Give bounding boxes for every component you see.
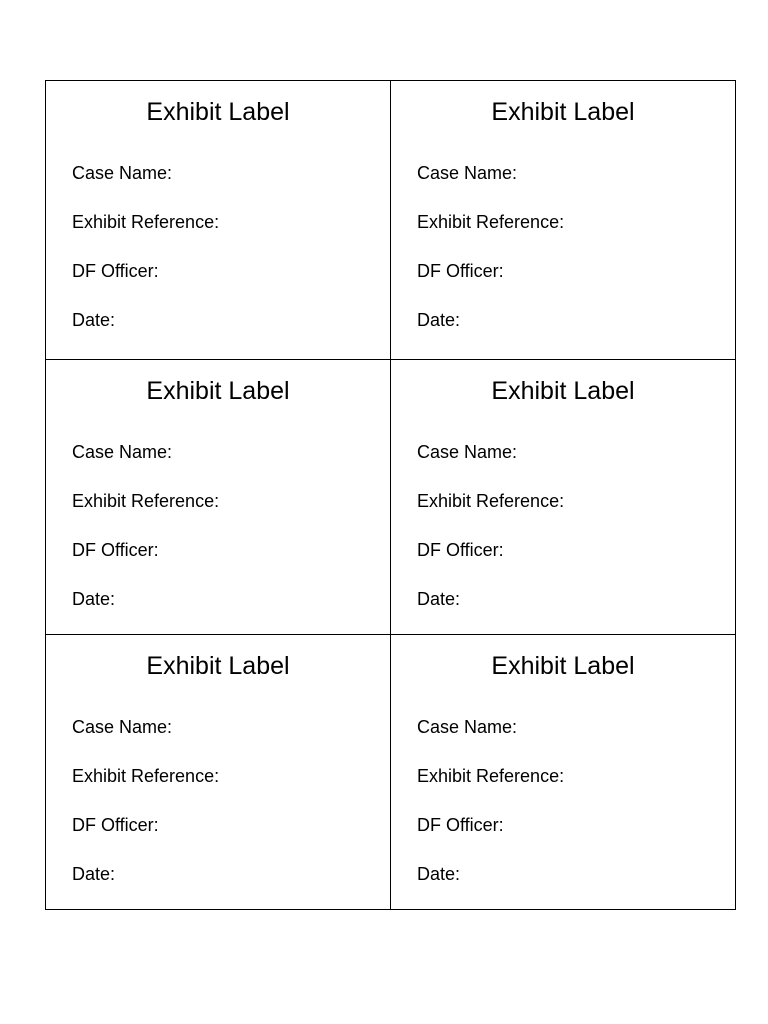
exhibit-reference-field: Exhibit Reference: — [417, 491, 565, 511]
exhibit-label-card — [391, 360, 736, 635]
exhibit-label-sheet — [45, 80, 736, 910]
date-field: Date: — [72, 589, 116, 609]
df-officer-field: DF Officer: — [72, 261, 159, 281]
case-name-field: Case Name: — [72, 163, 173, 183]
exhibit-reference-field: Exhibit Reference: — [72, 766, 220, 786]
exhibit-reference-field: Exhibit Reference: — [417, 766, 565, 786]
case-name-field: Case Name: — [417, 442, 518, 462]
case-name-field: Case Name: — [72, 442, 173, 462]
label-content — [46, 81, 390, 359]
label-row — [46, 81, 736, 360]
label-title: Exhibit Label — [491, 98, 635, 126]
exhibit-label-card — [391, 81, 736, 360]
date-field: Date: — [417, 589, 461, 609]
df-officer-field: DF Officer: — [417, 815, 504, 835]
exhibit-reference-field: Exhibit Reference: — [72, 491, 220, 511]
label-title: Exhibit Label — [491, 377, 635, 405]
label-title: Exhibit Label — [491, 652, 635, 680]
exhibit-label-card — [391, 635, 736, 910]
label-content — [391, 81, 735, 359]
label-content — [46, 635, 390, 909]
exhibit-label-card — [46, 81, 391, 360]
df-officer-field: DF Officer: — [72, 815, 159, 835]
exhibit-reference-field: Exhibit Reference: — [417, 212, 565, 232]
label-title: Exhibit Label — [146, 652, 290, 680]
case-name-field: Case Name: — [72, 717, 173, 737]
date-field: Date: — [417, 310, 461, 330]
df-officer-field: DF Officer: — [417, 261, 504, 281]
case-name-field: Case Name: — [417, 163, 518, 183]
df-officer-field: DF Officer: — [72, 540, 159, 560]
label-title: Exhibit Label — [146, 377, 290, 405]
label-title: Exhibit Label — [146, 98, 290, 126]
label-row — [46, 635, 736, 910]
case-name-field: Case Name: — [417, 717, 518, 737]
date-field: Date: — [417, 864, 461, 884]
df-officer-field: DF Officer: — [417, 540, 504, 560]
exhibit-label-card — [46, 635, 391, 910]
exhibit-reference-field: Exhibit Reference: — [72, 212, 220, 232]
date-field: Date: — [72, 310, 116, 330]
label-content — [391, 360, 735, 634]
label-content — [46, 360, 390, 634]
date-field: Date: — [72, 864, 116, 884]
exhibit-label-card — [46, 360, 391, 635]
label-row — [46, 360, 736, 635]
label-content — [391, 635, 735, 909]
